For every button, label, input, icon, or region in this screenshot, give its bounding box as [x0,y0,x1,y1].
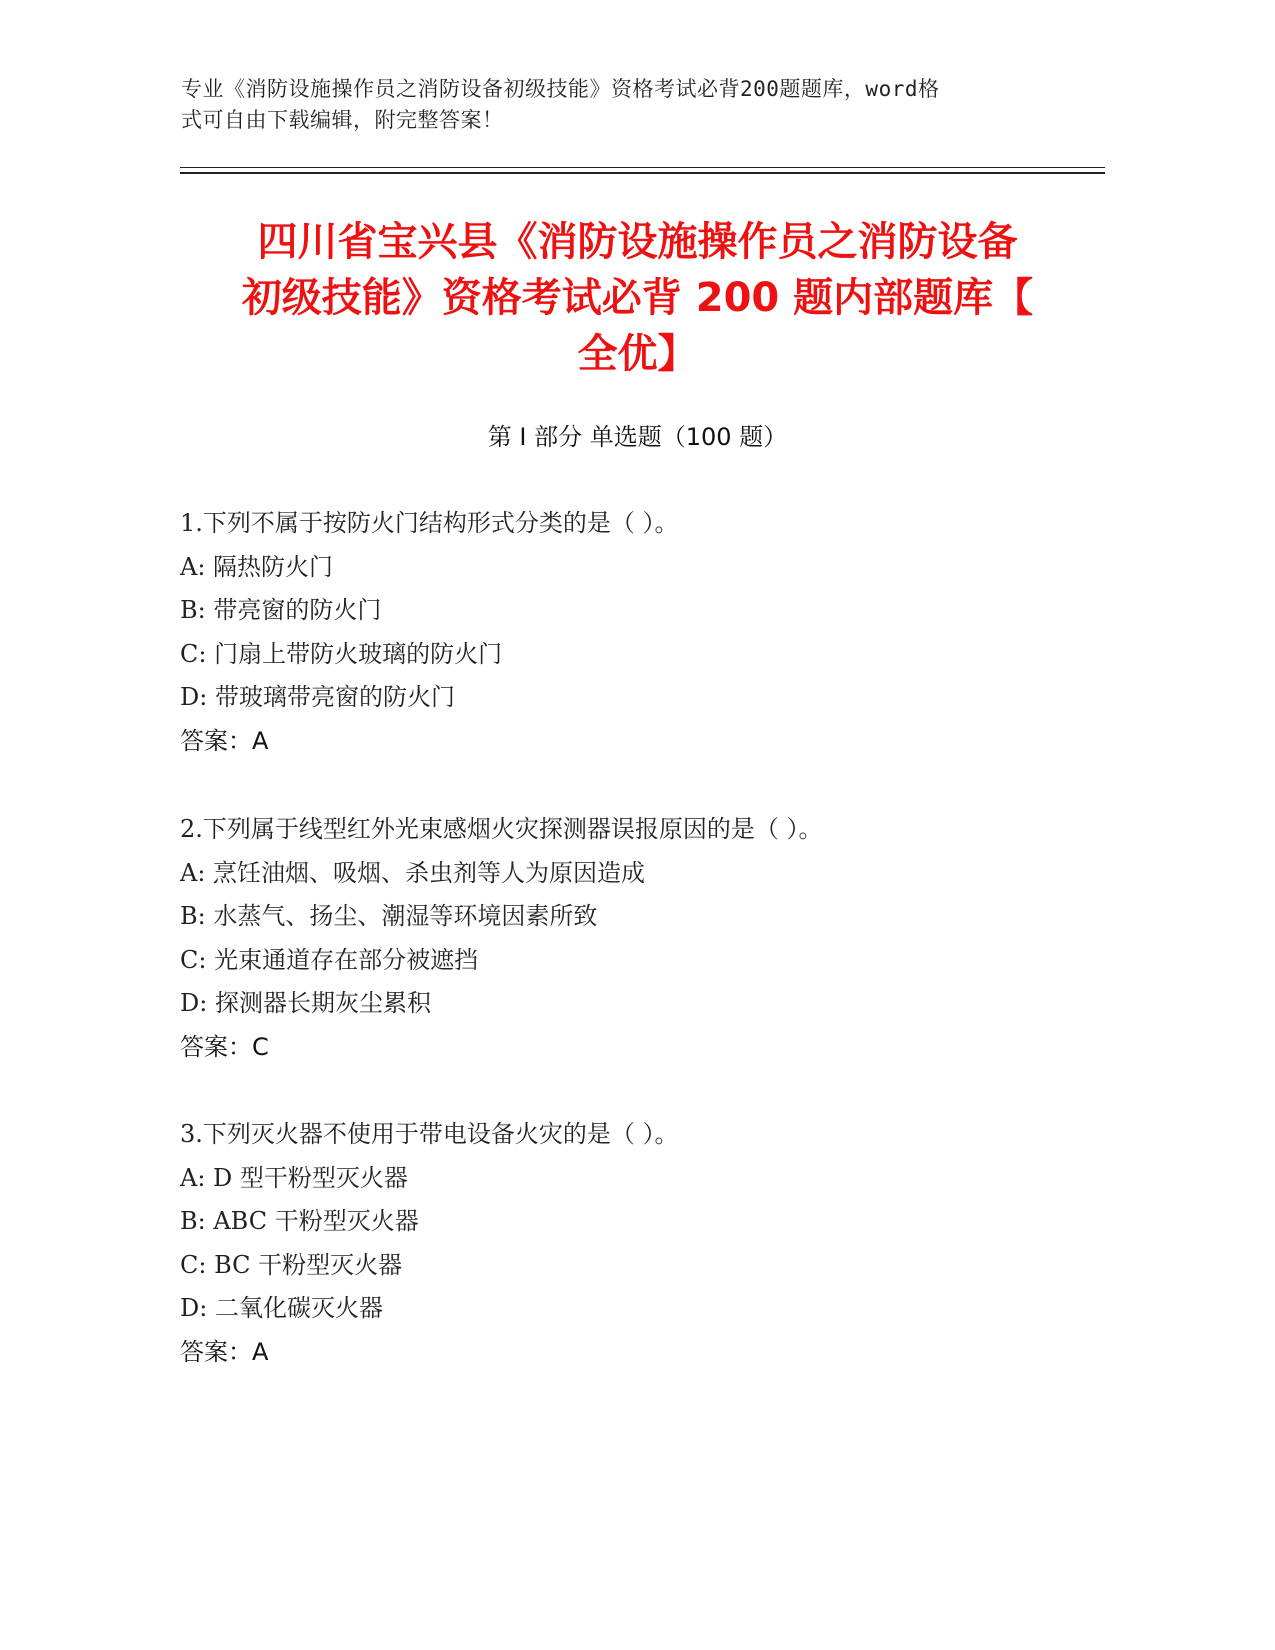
question-option-b: B: ABC 干粉型灭火器 [180,1207,419,1235]
question-option-b: B: 带亮窗的防火门 [180,596,382,624]
question-block [180,1113,1110,1374]
document-title-line: 全优】 [577,331,698,377]
question-option-b: B: 水蒸气、扬尘、潮湿等环境因素所致 [180,902,598,930]
question-answer: 答案：A [180,1337,269,1366]
question-option-c: C: 光束通道存在部分被遮挡 [180,945,479,974]
question-option-d: D: 探测器长期灰尘累积 [180,989,431,1017]
question-block [180,808,1110,1069]
section-heading: 第 I 部分 单选题（100 题） [487,423,788,451]
question-stem: 2.下列属于线型红外光束感烟火灾探测器误报原因的是（ ）。 [180,815,823,843]
question-option-a: A: D 型干粉型灭火器 [180,1163,408,1192]
question-stem: 1.下列不属于按防火门结构形式分类的是（ ）。 [180,509,679,537]
header-note-line: 式可自由下载编辑，附完整答案！ [181,108,504,132]
question-answer: 答案：A [180,726,269,755]
question-option-c: C: 门扇上带防火玻璃的防火门 [180,639,503,668]
document-title-line: 初级技能》资格考试必背 200 题内部题库【 [241,275,1034,321]
header-note [181,74,1061,136]
question-answer: 答案：C [180,1032,269,1061]
question-stem: 3.下列灭火器不使用于带电设备火灾的是（ ）。 [180,1120,679,1148]
question-option-d: D: 二氧化碳灭火器 [180,1294,383,1322]
document-title-line: 四川省宝兴县《消防设施操作员之消防设备 [257,219,1018,265]
header-note-line: 专业《消防设施操作员之消防设备初级技能》资格考试必背200题题库，word格 [181,77,940,101]
question-option-a: A: 烹饪油烟、吸烟、杀虫剂等人为原因造成 [180,858,646,887]
question-option-c: C: BC 干粉型灭火器 [180,1250,403,1279]
question-option-d: D: 带玻璃带亮窗的防火门 [180,683,455,711]
header-divider-thin [180,167,1105,168]
header-divider-thick [180,172,1105,174]
document-title [160,214,1115,382]
question-block [180,502,1110,763]
question-option-a: A: 隔热防火门 [180,552,334,581]
